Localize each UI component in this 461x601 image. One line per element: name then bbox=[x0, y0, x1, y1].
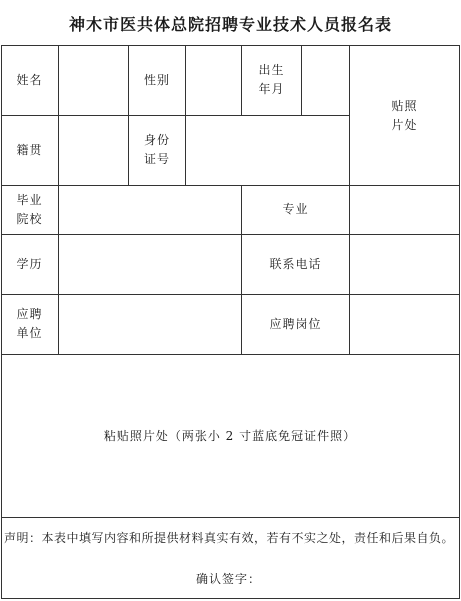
photo-paste-area: 粘贴照片处（两张小 2 寸蓝底免冠证件照） bbox=[103, 428, 357, 443]
birth-label: 出生 年月 bbox=[258, 63, 285, 96]
row-divider bbox=[1, 517, 460, 518]
education-label: 学历 bbox=[16, 256, 43, 271]
major-field[interactable] bbox=[350, 186, 459, 234]
education-field[interactable] bbox=[59, 235, 241, 294]
name-label: 姓名 bbox=[16, 72, 43, 87]
unit-field[interactable] bbox=[59, 295, 241, 354]
gender-field[interactable] bbox=[186, 46, 241, 115]
origin-label: 籍贯 bbox=[16, 142, 43, 157]
table-border-right bbox=[459, 45, 460, 599]
phone-field[interactable] bbox=[350, 235, 459, 294]
origin-field[interactable] bbox=[59, 116, 128, 185]
school-field[interactable] bbox=[59, 186, 241, 234]
table-border-bottom bbox=[1, 598, 460, 599]
id-number-label: 身份 证号 bbox=[143, 133, 170, 166]
phone-label: 联系电话 bbox=[269, 256, 322, 271]
unit-label: 应聘 单位 bbox=[16, 307, 43, 340]
form-title: 神木市医共体总院招聘专业技术人员报名表 bbox=[68, 15, 392, 34]
gender-label: 性别 bbox=[143, 72, 170, 87]
position-field[interactable] bbox=[350, 295, 459, 354]
major-label: 专业 bbox=[282, 202, 309, 216]
photo-box: 贴照 片处 bbox=[391, 98, 418, 132]
signature-label: 确认签字： bbox=[196, 572, 262, 586]
id-number-field[interactable] bbox=[186, 116, 349, 185]
position-label: 应聘岗位 bbox=[269, 316, 322, 331]
declaration-text: 声明：本表中填写内容和所提供材料真实有效，若有不实之处，责任和后果自负。 bbox=[4, 531, 455, 545]
name-field[interactable] bbox=[59, 46, 128, 115]
school-label: 毕业 院校 bbox=[16, 192, 43, 226]
birth-field[interactable] bbox=[302, 46, 349, 115]
